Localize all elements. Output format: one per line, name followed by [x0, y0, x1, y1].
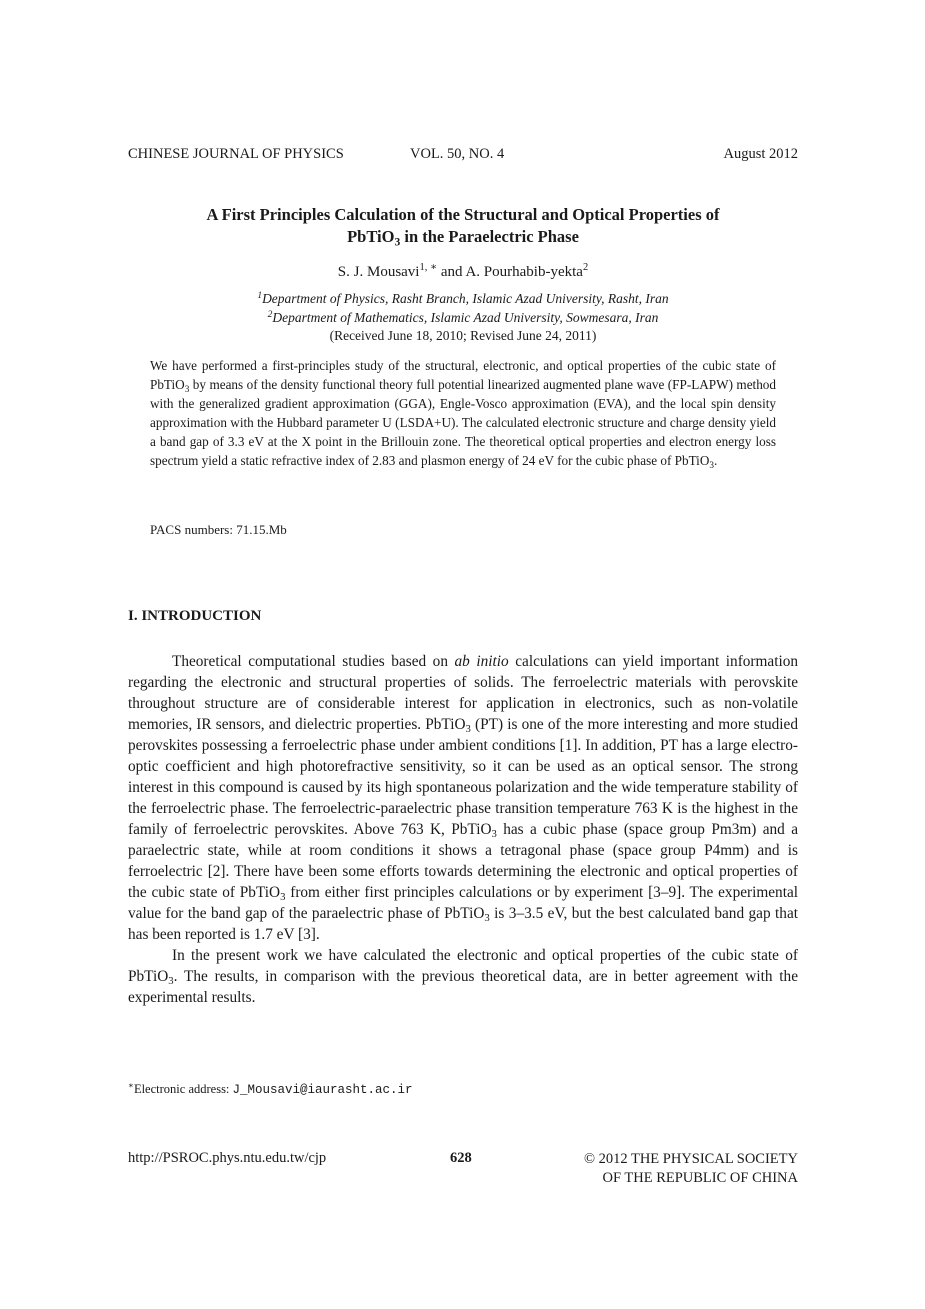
copyright-notice: © 2012 THE PHYSICAL SOCIETY OF THE REPUBLIC OF CHINA — [583, 1151, 798, 1186]
title-line-2: PbTiO$_3$ in the Paraelectric Phase — [347, 227, 579, 249]
abstract: We have performed a first-principles study of the structural, electronic, and optical properties of the cubic state of PbTiO$_3$ by means of the density functional theory full potential linearized augmented plane wave (FP-LAPW) method with the generalized gradient approximation (GGA), Engle-Vosco approximation (EVA), and the local spin density approximation with the Hubbard parameter U (LSDA+U). The calculated electronic structure and charge density yield a band gap of 3.3 eV at the X point in the Brillouin zone. The theoretical optical properties and electron energy loss spectrum yield a static refractive index of 2.83 and plasmon energy of 24 eV for the cubic phase of PbTiO$_3$. — [150, 358, 776, 470]
journal-url[interactable]: http://PSROC.phys.ntu.edu.tw/cjp — [128, 1150, 327, 1166]
introduction-body — [128, 651, 798, 1008]
author-1-affil-mark: 1, ∗ — [419, 262, 438, 274]
volume-info: VOL. 50, NO. 4 — [410, 146, 505, 162]
affiliation-2: $^2$Department of Mathematics, Islamic Azad University, Sowmesara, Iran — [267, 309, 659, 325]
received-dates: (Received June 18, 2010; Revised June 24, 2011) — [329, 328, 597, 343]
pacs-numbers: PACS numbers: 71.15.Mb — [150, 522, 287, 537]
footnote: ∗Electronic address: J_Mousavi@iaurasht.ac.ir — [128, 1080, 413, 1097]
section-heading: I. INTRODUCTION — [128, 608, 262, 624]
title-line-1: A First Principles Calculation of the Structural and Optical Properties of — [206, 205, 720, 224]
author-2: A. Pourhabib-yekta — [465, 264, 583, 280]
page-number: 628 — [450, 1150, 472, 1166]
affiliation-1: $^1$Department of Physics, Rasht Branch, Islamic Azad University, Rasht, Iran — [257, 290, 669, 306]
paragraph-1: Theoretical computational studies based on ab initio calculations can yield important information regarding the electronic and structural properties of solids. The ferroelectric materials with perovskite throughout structure are of considerable interest for application in electronics, such as non-volatile memories, IR sensors, and dielectric properties. PbTiO$_3$ (PT) is one of the more interesting and more studied perovskites possessing a ferroelectric phase under ambient conditions [1]. In addition, PT has a large electro-optic coefficient and high photorefractive sensitivity, so it can be used as an optical sensor. The strong interest in this compound is caused by its high spontaneous polarization and the wide temperature stability of the ferroelectric phase. The ferroelectric-paraelectric phase transition temperature 763 K is the highest in the family of ferroelectric perovskites. Above 763 K, PbTiO$_3$ has a cubic phase (space group Pm3m) and a paraelectric state, while at room conditions it shows a tetragonal phase (space group P4mm) and is ferroelectric [2]. There have been some efforts towards determining the electronic and optical properties of the cubic state of PbTiO$_3$ from either first principles calculations or by experiment [3–9]. The experimental value for the band gap of the paraelectric phase of PbTiO$_3$ is 3–3.5 eV, but the best calculated band gap that has been reported is 1.7 eV [3]. — [128, 653, 799, 943]
email-address[interactable]: J_Mousavi@iaurasht.ac.ir — [232, 1083, 413, 1097]
paper-title — [128, 204, 798, 248]
journal-name: CHINESE JOURNAL OF PHYSICS — [128, 146, 344, 162]
issue-date: August 2012 — [723, 146, 798, 162]
author-2-affil-mark: 2 — [582, 262, 589, 274]
paragraph-2: In the present work we have calculated the electronic and optical properties of the cubic state of PbTiO$_3$. The results, in comparison with the previous theoretical data, are in better agreement with the experimental results. — [128, 947, 798, 1006]
paper-page — [128, 0, 798, 1309]
author-list: S. J. Mousavi$^{1, ∗}$ and A. Pourhabib-yekta$^2$ — [337, 262, 589, 280]
author-1: S. J. Mousavi — [337, 264, 420, 280]
